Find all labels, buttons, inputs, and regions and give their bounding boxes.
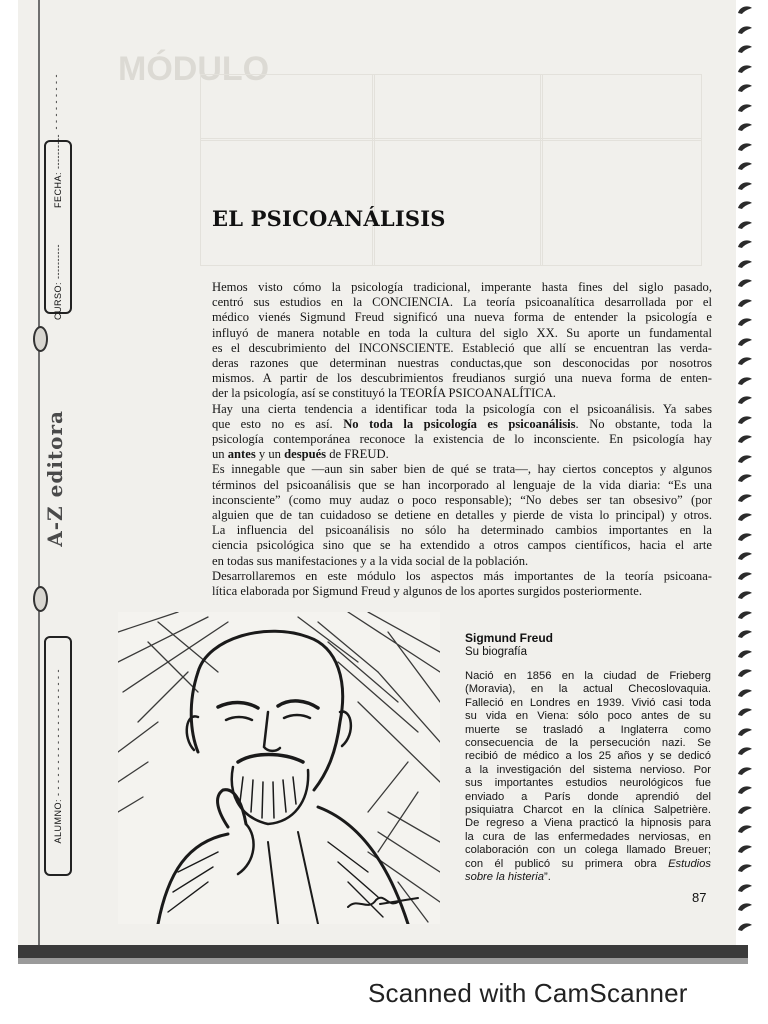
spiral-coil bbox=[736, 258, 754, 270]
body-line: centró sus estudios en la CONCIENCIA. La teoría psicoanalítica desarrollada por el bbox=[212, 295, 712, 310]
spiral-coil bbox=[736, 199, 754, 211]
body-line: inconsciente” (como muy audaz o poco responsable); “No debes ser tan obsesivo” (por bbox=[212, 492, 712, 507]
spiral-coil bbox=[736, 238, 754, 250]
spiral-coil bbox=[736, 141, 754, 153]
spiral-coil bbox=[736, 160, 754, 172]
emphasis-text: antes bbox=[227, 447, 256, 462]
body-line: es el descubrimiento del INCONSCIENTE. Estableció que allí se encuentran las verda- bbox=[212, 340, 712, 355]
body-line: mismos. A partir de los descubrimientos freudianos surgió una nueva forma de enten- bbox=[212, 371, 712, 386]
spiral-coil bbox=[736, 667, 754, 679]
spiral-coil bbox=[736, 882, 754, 894]
page-title: EL PSICOANÁLISIS bbox=[212, 206, 446, 231]
body-line: influyó de manera notable en toda la cultura del siglo XX. Su aporte un fundamental bbox=[212, 325, 712, 340]
bio-line: su vida en Viena: sólo poco antes de su bbox=[465, 710, 711, 723]
spiral-coil bbox=[736, 765, 754, 777]
spiral-coil bbox=[736, 219, 754, 231]
spiral-coil bbox=[736, 43, 754, 55]
book-title: sobre la histeria bbox=[465, 871, 544, 884]
body-line: ciencia psicológica sino que se ha extendido a otros campos científicos, hacia el arte bbox=[212, 538, 712, 553]
body-line: lítica elaborada por Sigmund Freud y algunos de los aportes surgidos posteriormente. bbox=[212, 584, 642, 599]
bio-line: enviado a París donde aprendió del bbox=[465, 790, 711, 803]
spiral-binding bbox=[736, 0, 760, 950]
bio-line: Falleció en Londres en 1939. Vivió casi toda bbox=[465, 696, 711, 709]
spiral-coil bbox=[736, 472, 754, 484]
bio-line: con él publicó su primera obra Estudios bbox=[465, 857, 711, 870]
spiral-coil bbox=[736, 726, 754, 738]
spiral-coil bbox=[736, 628, 754, 640]
body-line: Hemos visto cómo la psicología tradicional, imperante hasta fines del siglo pasado, bbox=[212, 280, 712, 294]
bio-line: consecuencia de la persecución nazi. Se bbox=[465, 737, 711, 750]
bleed-through-rule bbox=[372, 74, 375, 266]
bio-line: De regreso a Viena practicó la hipnosis para bbox=[465, 817, 711, 830]
body-line: La influencia del psicoanálisis no sólo ha determinado cambios importantes en la bbox=[212, 523, 712, 538]
spiral-coil bbox=[736, 648, 754, 660]
fecha-curso-box bbox=[44, 134, 72, 320]
freud-portrait-sketch bbox=[118, 612, 440, 924]
emphasis-text: No toda la psicología es psicoanálisis bbox=[343, 416, 576, 431]
bio-line: sobre la histeria”. bbox=[465, 871, 551, 884]
spiral-coil bbox=[736, 862, 754, 874]
spiral-coil bbox=[736, 316, 754, 328]
alumno-box bbox=[44, 636, 72, 876]
spiral-coil bbox=[736, 414, 754, 426]
brand-logo: A-Z editora bbox=[43, 409, 67, 547]
spiral-coil bbox=[736, 180, 754, 192]
spiral-coil bbox=[736, 336, 754, 348]
body-line: psicología contemporánea reconoce la existencia de lo inconsciente. En psicología hay bbox=[212, 432, 712, 447]
spiral-coil bbox=[736, 921, 754, 933]
spiral-coil bbox=[736, 550, 754, 562]
alumno-label: ALUMNO: - - - - - - - - - - - - - - - - - - - - bbox=[53, 668, 63, 844]
scanner-watermark: Scanned with CamScanner bbox=[368, 978, 688, 1008]
body-line: en todas sus manifestaciones y a la vida social de la población. bbox=[212, 553, 529, 568]
spiral-coil bbox=[736, 843, 754, 855]
bio-line: la cura de las enfermedades nerviosas, en bbox=[465, 830, 711, 843]
body-line: deras razones que determinan nuestras conductas,que son desconocidas por nosotros bbox=[212, 356, 712, 371]
body-line: alguien que de tan cuidadoso se detiene en detalles y pierde de vista lo principal) y otros. bbox=[212, 508, 712, 523]
page-number: 87 bbox=[692, 890, 707, 905]
bio-line: Nació en 1856 en la ciudad de Frieberg bbox=[465, 670, 711, 682]
bleed-through-table bbox=[200, 74, 702, 266]
bio-text bbox=[465, 670, 711, 885]
spiral-coil bbox=[736, 394, 754, 406]
book-title: Estudios bbox=[668, 857, 711, 870]
spiral-coil bbox=[736, 784, 754, 796]
body-text bbox=[212, 280, 712, 599]
bio-line: recibió de médico a los 25 años y se dedicó bbox=[465, 750, 711, 763]
body-line: Es innegable que —aun sin saber bien de qué se trata—, hay ciertos conceptos y algunos bbox=[212, 462, 712, 477]
bio-line: (Moravia), en la actual Checoslovaquia. bbox=[465, 683, 711, 696]
body-line: médico vienés Sigmund Freud significó una nueva forma de entender la psicología e bbox=[212, 310, 712, 325]
spiral-coil bbox=[736, 102, 754, 114]
binder-hole bbox=[33, 586, 48, 612]
spiral-coil bbox=[736, 511, 754, 523]
spiral-coil bbox=[736, 804, 754, 816]
spiral-coil bbox=[736, 453, 754, 465]
bio-line: psiquiatra Charcot en la clínica Salpetrière. bbox=[465, 804, 711, 817]
bio-line: muerte se trasladó a Inglaterra como bbox=[465, 723, 711, 736]
spiral-coil bbox=[736, 687, 754, 699]
body-line: Hay una cierta tendencia a identificar toda la psicología con el psicoanálisis. Ya sabes bbox=[212, 401, 712, 416]
body-line: Desarrollaremos en este módulo los aspectos más importantes de la teoría psicoana- bbox=[212, 568, 712, 583]
bio-line: a la investigación del sistema nervioso. Por bbox=[465, 763, 711, 776]
spiral-coil bbox=[736, 570, 754, 582]
bleed-through-rule bbox=[200, 138, 702, 141]
spiral-coil bbox=[736, 121, 754, 133]
spiral-coil bbox=[736, 492, 754, 504]
curso-label: CURSO: ---------- bbox=[53, 244, 63, 320]
spiral-coil bbox=[736, 433, 754, 445]
bio-line: sus importantes estudios neurológicos fue bbox=[465, 777, 711, 790]
binder-hole bbox=[33, 326, 48, 352]
page-bottom-edge bbox=[18, 945, 748, 959]
fecha-dashes: - - - - - - - - - bbox=[51, 74, 61, 130]
spiral-coil bbox=[736, 901, 754, 913]
page-bottom-edge-light bbox=[18, 958, 748, 964]
spiral-coil bbox=[736, 609, 754, 621]
bio-name: Sigmund Freud bbox=[465, 631, 553, 645]
spiral-coil bbox=[736, 277, 754, 289]
spiral-coil bbox=[736, 355, 754, 367]
bio-subtitle: Su biografía bbox=[465, 646, 528, 658]
body-line: que esto no es así. No toda la psicología es psicoanálisis. No obstante, toda la bbox=[212, 416, 712, 431]
fecha-label: FECHA: ---------- bbox=[53, 134, 63, 208]
spiral-coil bbox=[736, 745, 754, 757]
bio-line: colaboración con un colega llamado Breuer; bbox=[465, 844, 711, 857]
spiral-coil bbox=[736, 24, 754, 36]
spiral-coil bbox=[736, 531, 754, 543]
spiral-coil bbox=[736, 4, 754, 16]
body-line: términos del psicoanálisis que se han incorporado al lenguaje de la vida diaria: “Es una bbox=[212, 477, 712, 492]
bleed-through-rule bbox=[540, 74, 543, 266]
spiral-coil bbox=[736, 589, 754, 601]
spiral-coil bbox=[736, 82, 754, 94]
spiral-coil bbox=[736, 823, 754, 835]
spiral-coil bbox=[736, 63, 754, 75]
bleed-through-text: MÓDULO bbox=[118, 50, 270, 88]
emphasis-text: después bbox=[284, 447, 327, 462]
spiral-coil bbox=[736, 375, 754, 387]
spiral-coil bbox=[736, 297, 754, 309]
spiral-coil bbox=[736, 706, 754, 718]
body-line: der la psicología, así se constituyó la TEORÍA PSICOANALÍTICA. bbox=[212, 386, 556, 401]
body-line: un antes y un después de FREUD. bbox=[212, 447, 389, 462]
